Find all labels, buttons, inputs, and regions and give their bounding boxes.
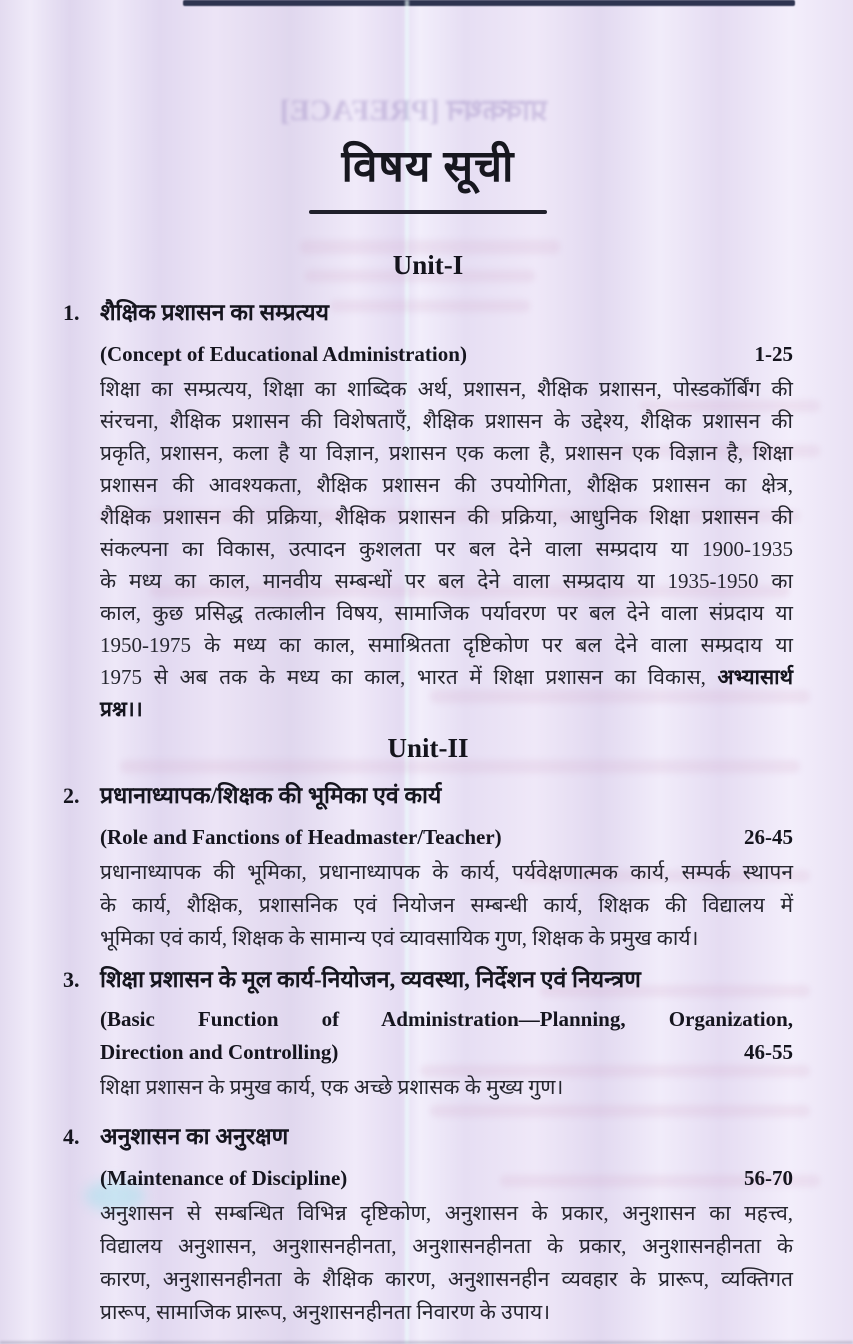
description-line: के मध्य का काल, मानवीय सम्बन्धों पर बल देने वाला सम्प्रदाय या 1935-1950 का [100, 569, 793, 593]
item-page-range: 1-25 [754, 342, 793, 366]
description-line: प्रकृति, प्रशासन, कला है या विज्ञान, प्रशासन एक कला है, प्रशासन एक विज्ञान है, शिक्षा [100, 441, 793, 465]
item-title-english-line2: Direction and Controlling) [100, 1040, 339, 1064]
bleedthrough-preface-text: प्राक्कथन [PREFACE] [280, 94, 547, 127]
unit-heading-2: Unit-II [387, 733, 469, 763]
toc-item-2 [63, 779, 793, 955]
item-title-english: (Role and Fanctions of Headmaster/Teacher) [100, 825, 502, 849]
description-text: 1975 से अब तक के मध्य का काल, भारत में शिक्षा प्रशासन का विकास, [100, 665, 718, 689]
description-line: भूमिका एवं कार्य, शिक्षक के सामान्य एवं व्यावसायिक गुण, शिक्षक के प्रमुख कार्य। [100, 926, 699, 950]
item-number: 2. [63, 783, 80, 808]
description-line: 1950-1975 के मध्य का काल, समाश्रितता दृष्टिकोण पर बल देने वाला सम्प्रदाय या [100, 633, 793, 657]
item-title-english-line1: (Basic Function of Administration—Planning, Organization, [100, 1007, 793, 1031]
description-line: शैक्षिक प्रशासन की प्रक्रिया, शैक्षिक प्रशासन की प्रक्रिया, आधुनिक शिक्षा प्रशासन की [100, 505, 793, 529]
item-title-hindi: शिक्षा प्रशासन के मूल कार्य-नियोजन, व्यवस्था, निर्देशन एवं नियन्त्रण [100, 967, 641, 992]
description-line: संकल्पना का विकास, उत्पादन कुशलता पर बल देने वाला सम्प्रदाय या 1900-1935 [100, 537, 793, 561]
item-number: 3. [63, 967, 80, 992]
toc-item-4 [63, 1120, 793, 1329]
item-title-hindi: अनुशासन का अनुरक्षण [100, 1124, 289, 1149]
description-line [100, 661, 793, 693]
toc-item-1 [63, 296, 793, 725]
title-underline [309, 210, 547, 214]
item-number: 1. [63, 300, 80, 325]
page-title: विषय सूची [341, 142, 515, 191]
item-number: 4. [63, 1124, 80, 1149]
description-line: कारण, अनुशासनहीनता के शैक्षिक कारण, अनुशासनहीन व्यवहार के प्रारूप, व्यक्तिगत [100, 1267, 793, 1291]
item-page-range: 26-45 [744, 825, 793, 849]
description-line: संरचना, शैक्षिक प्रशासन की विशेषताएँ, शैक्षिक प्रशासन के उद्देश्य, शैक्षिक प्रशासन की [100, 409, 793, 433]
item-description [100, 1197, 793, 1329]
description-line: काल, कुछ प्रसिद्ध तत्कालीन विषय, सामाजिक पर्यावरण पर बल देने वाला संप्रदाय या [100, 601, 793, 625]
description-line: शिक्षा प्रशासन के प्रमुख कार्य, एक अच्छे प्रशासक के मुख्य गुण। [100, 1075, 564, 1099]
description-line: शिक्षा का सम्प्रत्यय, शिक्षा का शाब्दिक अर्थ, प्रशासन, शैक्षिक प्रशासन, पोस्डकॉर्बिंग की [100, 377, 793, 401]
unit-heading-1: Unit-I [392, 250, 464, 280]
description-line: प्रारूप, सामाजिक प्रारूप, अनुशासनहीनता निवारण के उपाय। [100, 1300, 551, 1324]
item-title-hindi: प्रधानाध्यापक/शिक्षक की भूमिका एवं कार्य [100, 783, 442, 808]
toc-item-3 [63, 963, 793, 1104]
item-description [100, 856, 793, 955]
description-line: प्रधानाध्यापक की भूमिका, प्रधानाध्यापक के कार्य, पर्यवेक्षणात्मक कार्य, सम्पर्क स्थापन [100, 860, 793, 884]
description-line: अनुशासन से सम्बन्धित विभिन्न दृष्टिकोण, अनुशासन के प्रकार, अनुशासन का महत्त्व, [100, 1201, 793, 1225]
description-line: प्रश्न।। [100, 697, 143, 721]
item-title-english: (Concept of Educational Administration) [100, 342, 467, 366]
description-line: विद्यालय अनुशासन, अनुशासनहीनता, अनुशासनहीनता के प्रकार, अनुशासनहीनता के [100, 1234, 793, 1258]
item-page-range: 56-70 [744, 1166, 793, 1190]
description-line: के कार्य, शैक्षिक, प्रशासनिक एवं नियोजन सम्बन्धी कार्य, शिक्षक की विद्यालय में [100, 893, 793, 917]
item-description [100, 1071, 793, 1104]
toc-content [63, 0, 793, 1329]
item-description [100, 373, 793, 725]
item-title-hindi: शैक्षिक प्रशासन का सम्प्रत्यय [100, 300, 329, 325]
description-line: प्रशासन की आवश्यकता, शैक्षिक प्रशासन की उपयोगिता, शैक्षिक प्रशासन का क्षेत्र, [100, 473, 793, 497]
item-page-range: 46-55 [744, 1040, 793, 1064]
item-title-english: (Maintenance of Discipline) [100, 1166, 348, 1190]
description-bold-text: अभ्यासार्थ [717, 665, 793, 689]
